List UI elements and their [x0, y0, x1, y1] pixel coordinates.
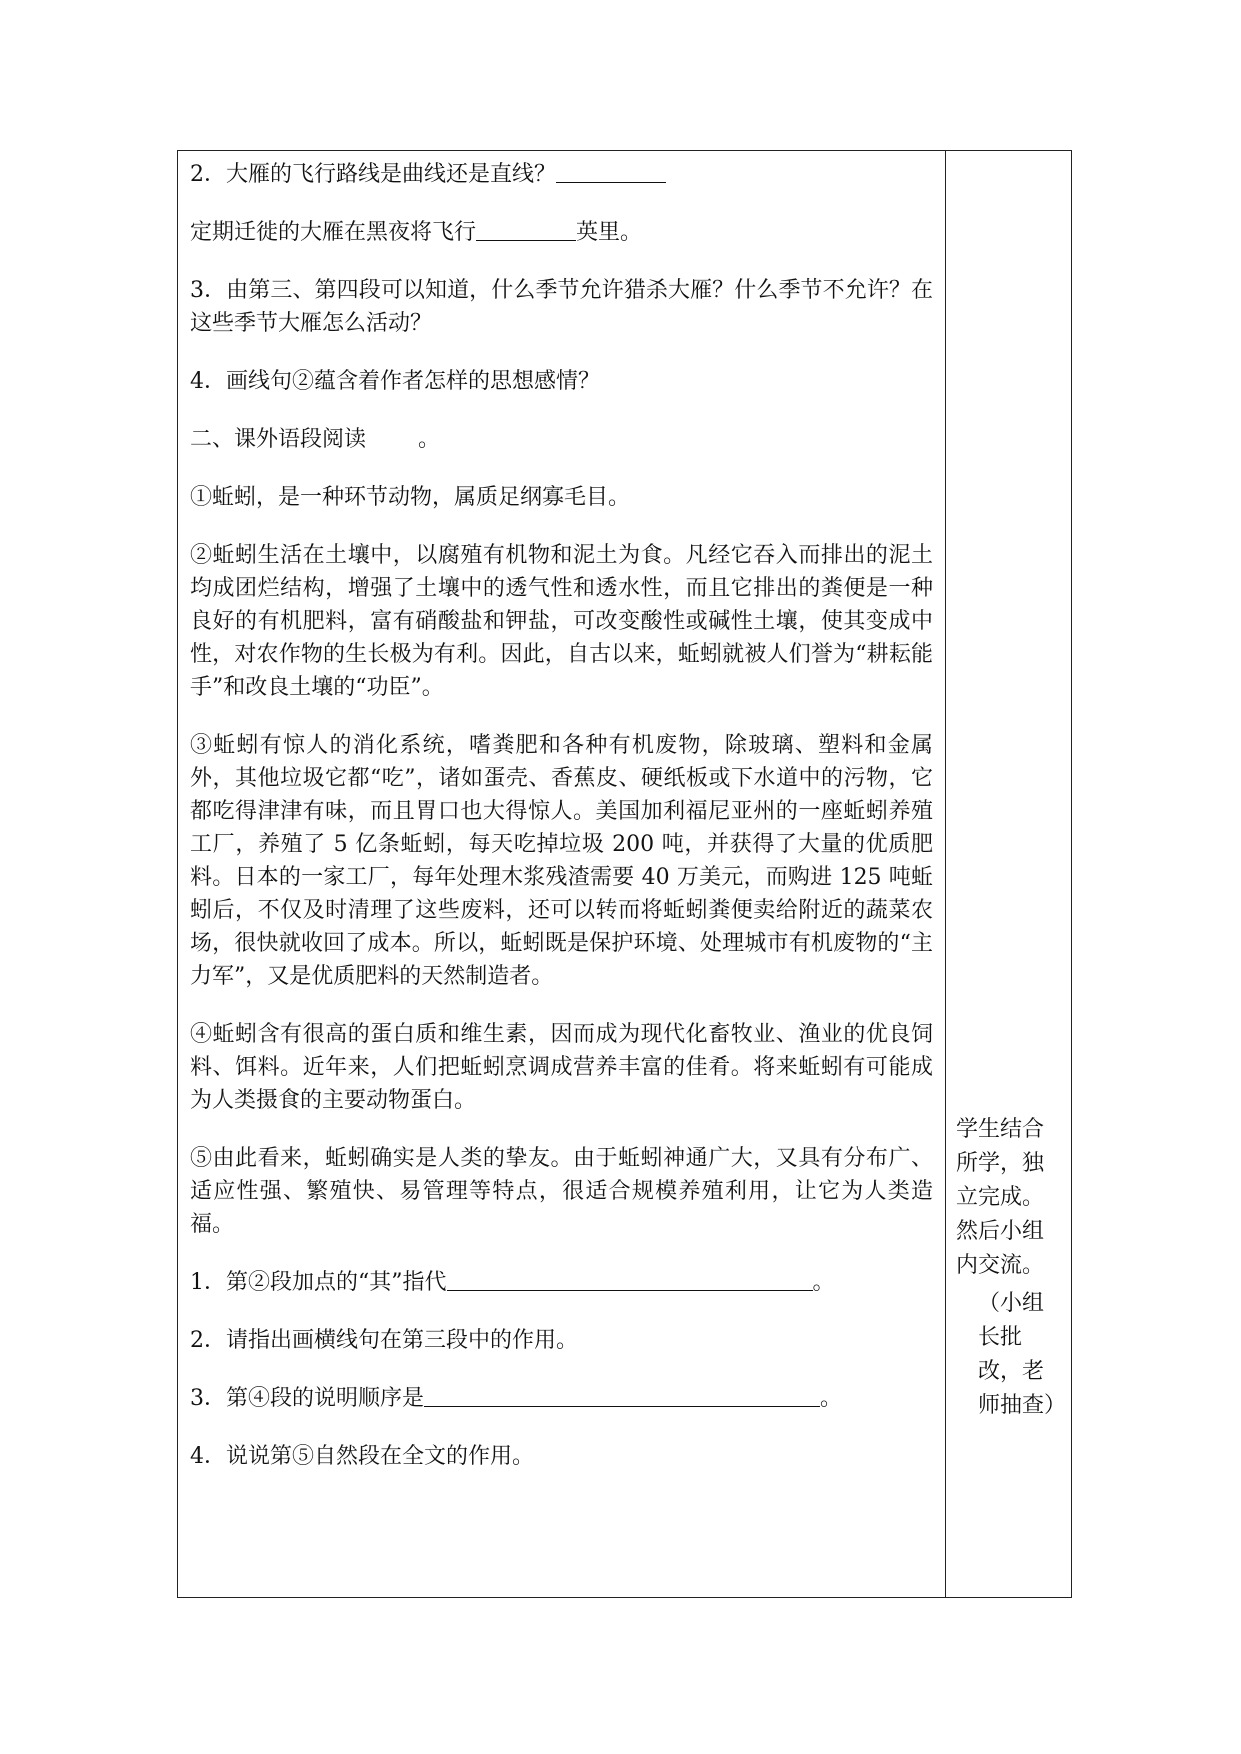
content-column [178, 151, 946, 1597]
exercise-2: 2．请指出画横线句在第三段中的作用。 [190, 1328, 578, 1353]
note-instruction: 学生结合所学，独立完成。然后小组内交流。 [956, 1117, 1045, 1278]
exercise-1: 1．第②段加点的“其”指代 。 [190, 1270, 835, 1295]
section-title: 二、课外语段阅读 。 [190, 427, 441, 452]
paragraph-4: ④蚯蚓含有很高的蛋白质和维生素，因而成为现代化畜牧业、渔业的优良饲料、饵料。近年来，人们把蚯蚓烹调成营养丰富的佳肴。将来蚯蚓有可能成为人类摄食的主要动物蛋白。 [190, 1022, 933, 1113]
answer-blank[interactable] [556, 160, 666, 183]
question-3: 3．由第三、第四段可以知道，什么季节允许猎杀大雁？什么季节不允许？在这些季节大雁怎么活动？ [190, 278, 933, 336]
exercise-3: 3．第④段的说明顺序是 。 [190, 1386, 843, 1411]
paragraph-1: ①蚯蚓，是一种环节动物，属质足纲寡毛目。 [190, 485, 631, 510]
paragraph-5: ⑤由此看来，蚯蚓确实是人类的挚友。由于蚯蚓神通广大，又具有分布广、适应性强、繁殖快、易管理等特点，很适合规模养殖利用，让它为人类造福。 [190, 1146, 933, 1237]
notes-column [946, 151, 1071, 1597]
note-review: （小组长批改，老师抽查） [978, 1291, 1067, 1418]
answer-blank[interactable] [476, 218, 576, 241]
paragraph-3: ③蚯蚓有惊人的消化系统，嗜粪肥和各种有机废物，除玻璃、塑料和金属外，其他垃圾它都“吃”，诸如蛋壳、香蕉皮、硬纸板或下水道中的污物，它都吃得津津有味，而且胃口也大得惊人。美国加利福尼亚州的一座蚯蚓养殖工厂，养殖了 5 亿条蚯蚓，每天吃掉垃圾 200 吨，并获得了大量的优质肥料。日本的一家工厂，每年处理木浆残渣需要 40 万美元，而购进 125 吨蚯蚓后，不仅及时清理了这些废料，还可以转而将蚯蚓粪便卖给附近的蔬菜农场，很快就收回了成本。所以，蚯蚓既是保护环境、处理城市有机废物的“主力军”，又是优质肥料的天然制造者。 [190, 733, 933, 989]
question-2a: 2．大雁的飞行路线是曲线还是直线？ [190, 158, 933, 191]
question-2b: 定期迁徙的大雁在黑夜将飞行 英里。 [190, 220, 643, 245]
worksheet-table [177, 150, 1072, 1598]
answer-blank[interactable] [424, 1384, 820, 1407]
answer-blank[interactable] [447, 1268, 813, 1291]
question-4: 4．画线句②蕴含着作者怎样的思想感情？ [190, 369, 600, 394]
teaching-note [946, 1113, 1071, 1423]
paragraph-2: ②蚯蚓生活在土壤中，以腐殖有机物和泥土为食。凡经它吞入而排出的泥土均成团烂结构，增强了土壤中的透气性和透水性，而且它排出的粪便是一种良好的有机肥料，富有硝酸盐和钾盐，可改变酸性或碱性土壤，使其变成中性，对农作物的生长极为有利。因此，自古以来，蚯蚓就被人们誉为“耕耘能手”和改良土壤的“功臣”。 [190, 543, 933, 700]
exercise-4: 4．说说第⑤自然段在全文的作用。 [190, 1444, 534, 1469]
